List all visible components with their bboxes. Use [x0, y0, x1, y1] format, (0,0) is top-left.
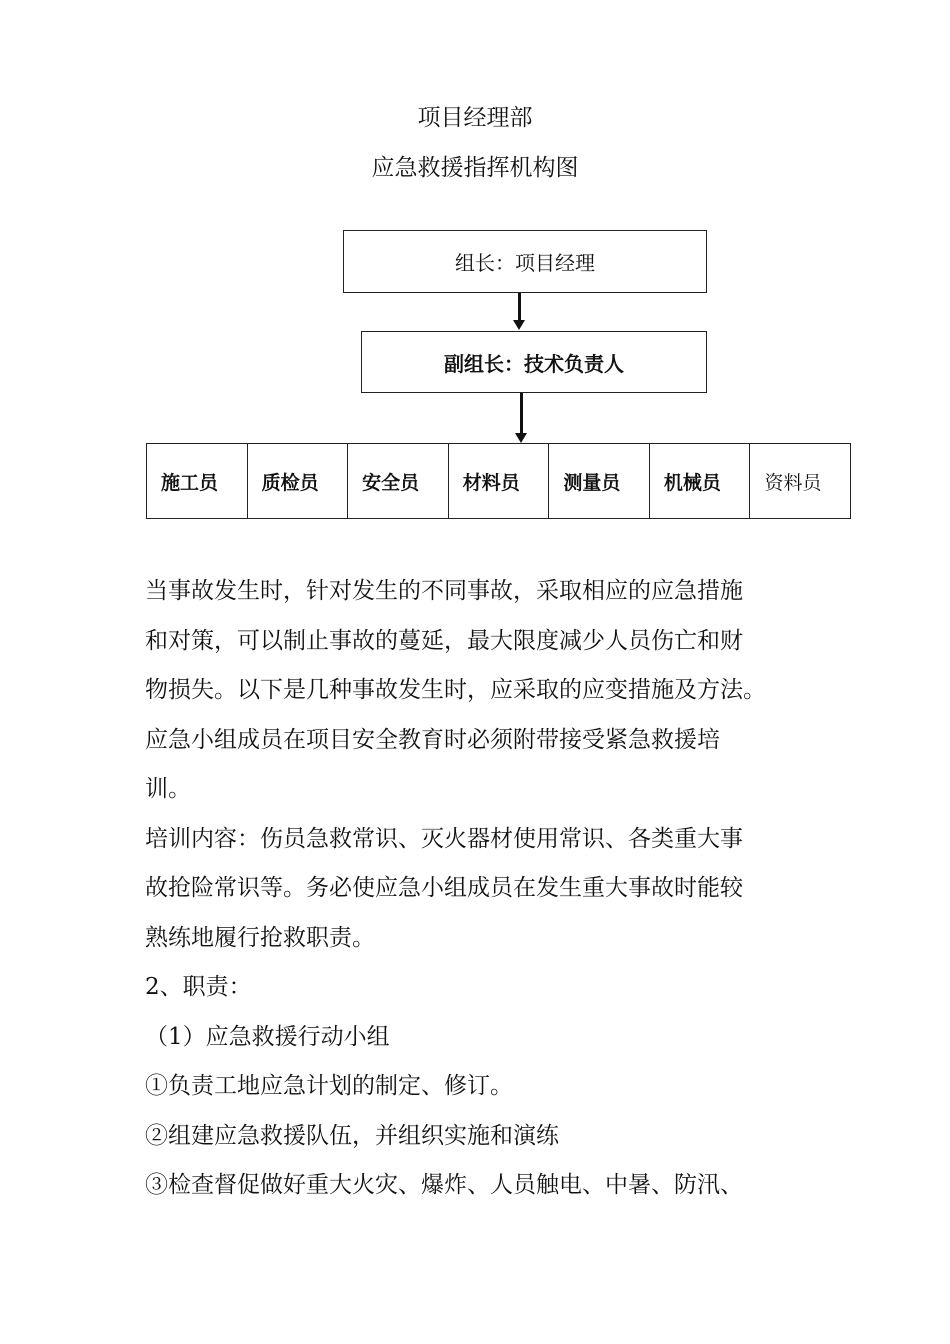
arrow-head-1 — [513, 320, 525, 330]
org-deputy-label: 副组长：技术负责人 — [444, 351, 624, 376]
staff-cell-safety: 安全员 — [347, 444, 448, 518]
staff-cell-quality: 质检员 — [247, 444, 348, 518]
page-subtitle: 应急救援指挥机构图 — [371, 155, 579, 181]
org-leader-label: 组长：项目经理 — [455, 251, 595, 275]
paragraph-line: 熟练地履行抢救职责。 — [145, 924, 375, 951]
org-leader-box — [343, 230, 707, 293]
staff-cell-materials: 材料员 — [448, 444, 549, 518]
staff-cell-machinery — [649, 444, 750, 518]
staff-cell-construction: 施工员 — [161, 472, 219, 494]
paragraph-line: 培训内容：伤员急救常识、灭火器材使用常识、各类重大事 — [145, 825, 743, 852]
list-item: ①负责工地应急计划的制定、修订。 — [145, 1073, 513, 1099]
paragraph-line: 训。 — [145, 776, 191, 802]
page-title: 项目经理部 — [417, 105, 533, 131]
paragraph-line: 故抢险常识等。务必使应急小组成员在发生重大事故时能较 — [145, 875, 743, 901]
org-deputy-box — [361, 331, 707, 393]
org-staff-row — [146, 443, 851, 519]
arrow-head-2 — [515, 433, 527, 443]
staff-cell-records: 资料员 — [749, 444, 850, 518]
section-heading: 2、职责： — [145, 974, 252, 1000]
arrow-leader-to-deputy — [518, 293, 521, 320]
arrow-deputy-to-staff — [520, 393, 523, 433]
paragraph-line: 和对策，可以制止事故的蔓延，最大限度减少人员伤亡和财 — [145, 627, 743, 654]
paragraph-line: 应急小组成员在项目安全教育时必须附带接受紧急救援培 — [145, 726, 720, 753]
list-item: ③检查督促做好重大火灾、爆炸、人员触电、中暑、防汛、 — [145, 1172, 743, 1198]
staff-cell-survey: 测量员 — [548, 444, 649, 518]
paragraph-line: 当事故发生时，针对发生的不同事故，采取相应的应急措施 — [145, 578, 743, 604]
body-text — [145, 567, 825, 1211]
staff-machinery-label: 机械员 — [663, 472, 721, 494]
subsection-heading: （1）应急救援行动小组 — [145, 1023, 390, 1050]
paragraph-line: 物损失。以下是几种事故发生时，应采取的应变措施及方法。 — [145, 677, 766, 703]
list-item: ②组建应急救援队伍，并组织实施和演练 — [145, 1122, 559, 1149]
